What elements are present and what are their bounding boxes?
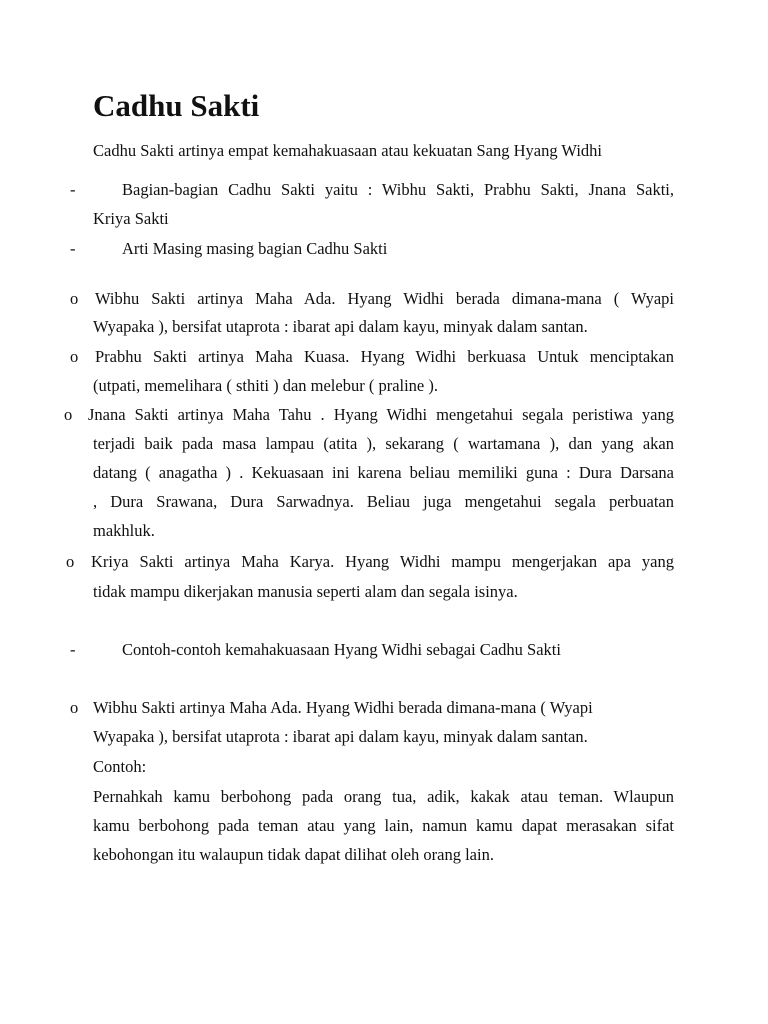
example-label: Contoh: <box>93 757 147 776</box>
kriya-line-2: tidak mampu dikerjakan manusia seperti alam dan segala isinya. <box>93 582 518 601</box>
parts-line-1: Bagian-bagian Cadhu Sakti yaitu : Wibhu Sakti, Prabhu Sakti, Jnana Sakti, <box>122 180 674 199</box>
dash-marker: - <box>70 239 76 258</box>
jnana-line-4: , Dura Srawana, Dura Sarwadnya. Beliau juga mengetahui segala perbuatan <box>93 492 674 511</box>
bullet-marker: o <box>70 347 79 366</box>
page-title: Cadhu Sakti <box>93 88 260 123</box>
bullet-marker: o <box>70 289 79 308</box>
jnana-line-2: terjadi baik pada masa lampau (atita ), sekarang ( wartamana ), dan yang akan <box>93 434 674 453</box>
wibhu-line-2: Wyapaka ), bersifat utaprota : ibarat api dalam kayu, minyak dalam santan. <box>93 317 588 336</box>
prabhu-line-2: (utpati, memelihara ( sthiti ) dan melebur ( praline ). <box>93 376 439 395</box>
prabhu-line-1: Prabhu Sakti artinya Maha Kuasa. Hyang Widhi berkuasa Untuk menciptakan <box>95 347 674 366</box>
example-text-1: Pernahkah kamu berbohong pada orang tua, adik, kakak atau teman. Wlaupun <box>93 787 674 806</box>
intro-text: Cadhu Sakti artinya empat kemahakuasaan atau kekuatan Sang Hyang Widhi <box>93 141 603 160</box>
example-text-2: kamu berbohong pada teman atau yang lain, namun kamu dapat merasakan sifat <box>93 816 674 835</box>
examples-heading: Contoh-contoh kemahakuasaan Hyang Widhi sebagai Cadhu Sakti <box>122 640 561 659</box>
parts-line-2: Kriya Sakti <box>93 209 169 228</box>
dash-marker: - <box>70 640 76 659</box>
meaning-heading: Arti Masing masing bagian Cadhu Sakti <box>122 239 388 258</box>
jnana-line-5: makhluk. <box>93 521 155 540</box>
example-line-2: Wyapaka ), bersifat utaprota : ibarat api dalam kayu, minyak dalam santan. <box>93 727 588 746</box>
bullet-marker: o <box>64 405 73 424</box>
example-line-1: Wibhu Sakti artinya Maha Ada. Hyang Widhi berada dimana-mana ( Wyapi <box>93 698 593 717</box>
wibhu-line-1: Wibhu Sakti artinya Maha Ada. Hyang Widhi berada dimana-mana ( Wyapi <box>95 289 674 308</box>
jnana-line-3: datang ( anagatha ) . Kekuasaan ini karena beliau memiliki guna : Dura Darsana <box>93 463 674 482</box>
bullet-marker: o <box>66 552 75 571</box>
kriya-line-1: Kriya Sakti artinya Maha Karya. Hyang Widhi mampu mengerjakan apa yang <box>91 552 674 571</box>
example-text-3: kebohongan itu walaupun tidak dapat dilihat oleh orang lain. <box>93 845 494 864</box>
dash-marker: - <box>70 180 76 199</box>
bullet-marker: o <box>70 698 79 717</box>
jnana-line-1: Jnana Sakti artinya Maha Tahu . Hyang Widhi mengetahui segala peristiwa yang <box>88 405 674 424</box>
